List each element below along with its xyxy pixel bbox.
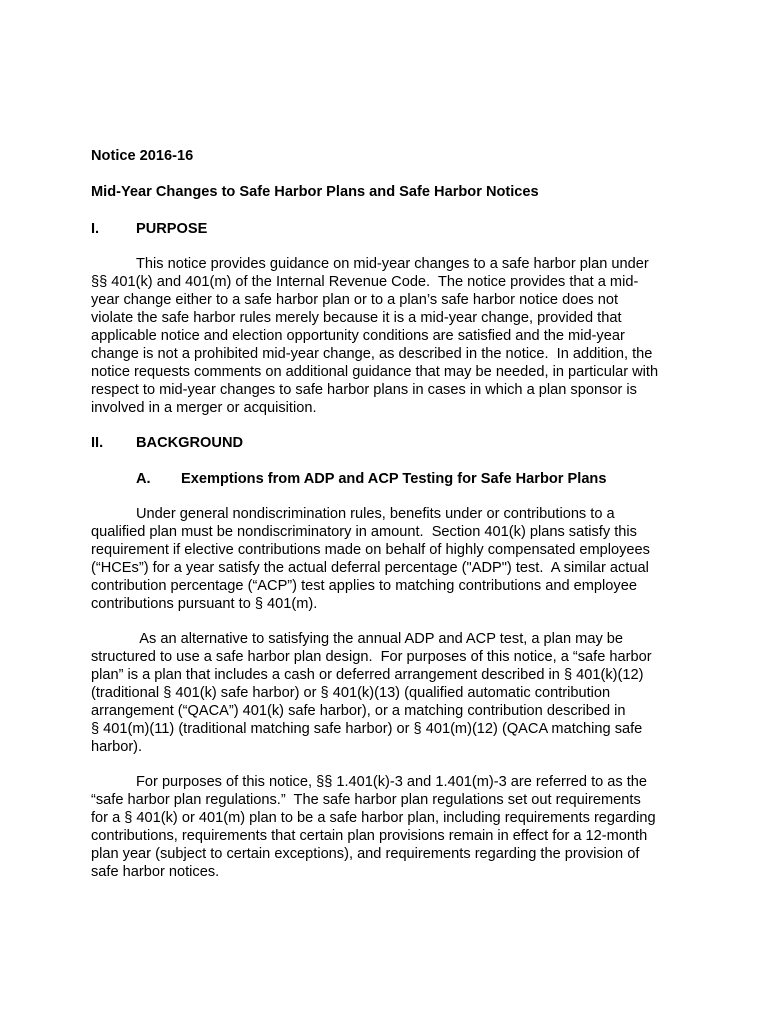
paragraph-line: This notice provides guidance on mid-year changes to a safe harbor plan under	[136, 256, 649, 272]
background-paragraph-2	[91, 630, 691, 756]
paragraph-line: change is not a prohibited mid-year change, as described in the notice. In addition, the	[91, 346, 653, 362]
paragraph-line: (traditional § 401(k) safe harbor) or § 401(k)(13) (qualified automatic contribution	[91, 685, 611, 701]
paragraph-line: plan year (subject to certain exceptions), and requirements regarding the provision of	[91, 846, 640, 862]
section-1-heading	[91, 220, 391, 238]
paragraph-line: plan” is a plan that includes a cash or deferred arrangement described in § 401(k)(12)	[91, 667, 644, 683]
paragraph-line: qualified plan must be nondiscriminatory in amount. Section 401(k) plans satisfy this	[91, 524, 637, 540]
paragraph-line: harbor).	[91, 739, 143, 755]
paragraph-line: applicable notice and election opportunity conditions are satisfied and the mid-year	[91, 328, 625, 344]
paragraph-line: For purposes of this notice, §§ 1.401(k)-3 and 1.401(m)-3 are referred to as the	[136, 774, 648, 790]
paragraph-line: involved in a merger or acquisition.	[91, 400, 317, 416]
paragraph-line: §§ 401(k) and 401(m) of the Internal Revenue Code. The notice provides that a mid-	[91, 274, 639, 290]
section-1-title: PURPOSE	[136, 221, 208, 237]
paragraph-line: requirement if elective contributions made on behalf of highly compensated employees	[91, 542, 650, 558]
paragraph-line: “safe harbor plan regulations.” The safe harbor plan regulations set out requirements	[91, 792, 641, 808]
paragraph-line: arrangement (“QACA”) 401(k) safe harbor), or a matching contribution described in	[91, 703, 626, 719]
paragraph-line: violate the safe harbor rules merely because it is a mid-year change, provided that	[91, 310, 622, 326]
section-2-title: BACKGROUND	[136, 435, 244, 451]
paragraph-line: contributions, requirements that certain plan provisions remain in effect for a 12-month	[91, 828, 648, 844]
background-paragraph-1	[91, 505, 691, 613]
paragraph-line: contribution percentage (“ACP”) test applies to matching contributions and employee	[91, 578, 637, 594]
paragraph-line: for a § 401(k) or 401(m) plan to be a safe harbor plan, including requirements regarding	[91, 810, 656, 826]
purpose-paragraph	[91, 255, 691, 417]
subsection-a-title: Exemptions from ADP and ACP Testing for Safe Harbor Plans	[181, 471, 607, 487]
paragraph-line: § 401(m)(11) (traditional matching safe harbor) or § 401(m)(12) (QACA matching safe	[91, 721, 643, 737]
subsection-a-heading	[136, 470, 696, 488]
paragraph-line: contributions pursuant to § 401(m).	[91, 596, 318, 612]
background-paragraph-3	[91, 773, 691, 881]
subsection-a-number: A.	[136, 471, 151, 487]
section-2-number: II.	[91, 435, 104, 451]
paragraph-line: respect to mid-year changes to safe harbor plans in cases in which a plan sponsor is	[91, 382, 637, 398]
document-title: Mid-Year Changes to Safe Harbor Plans and Safe Harbor Notices	[91, 184, 539, 200]
paragraph-line: year change either to a safe harbor plan or to a plan’s safe harbor notice does not	[91, 292, 619, 308]
paragraph-line: notice requests comments on additional guidance that may be needed, in particular with	[91, 364, 659, 380]
section-2-heading	[91, 434, 391, 452]
paragraph-line: safe harbor notices.	[91, 864, 220, 880]
paragraph-line: (“HCEs”) for a year satisfy the actual deferral percentage ("ADP") test. A similar actual	[91, 560, 649, 576]
paragraph-line: As an alternative to satisfying the annual ADP and ACP test, a plan may be	[136, 631, 624, 647]
notice-number: Notice 2016-16	[91, 148, 194, 164]
paragraph-line: structured to use a safe harbor plan design. For purposes of this notice, a “safe harbor	[91, 649, 652, 665]
paragraph-line: Under general nondiscrimination rules, benefits under or contributions to a	[136, 506, 615, 522]
section-1-number: I.	[91, 221, 100, 237]
